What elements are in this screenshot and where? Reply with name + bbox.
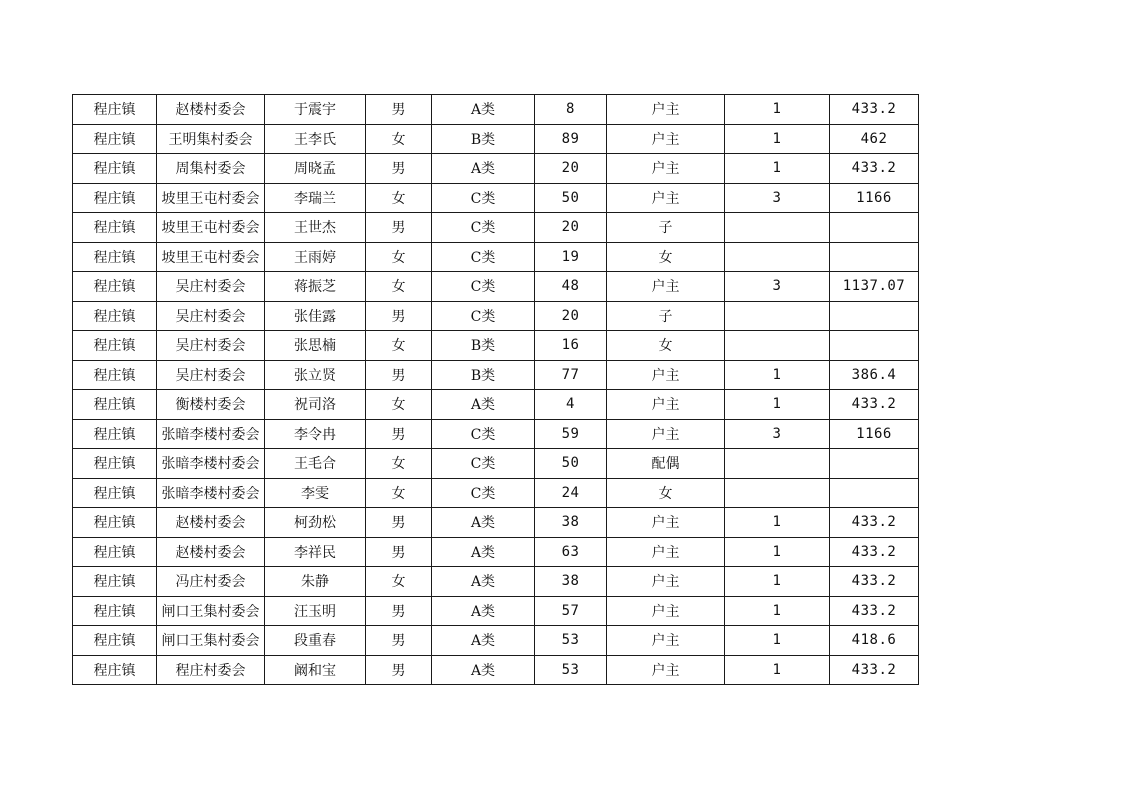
cell-gender: 女 <box>366 124 432 154</box>
cell-town: 程庄镇 <box>73 213 157 243</box>
cell-category: C类 <box>432 213 535 243</box>
cell-category: A类 <box>432 95 535 125</box>
cell-category: A类 <box>432 390 535 420</box>
cell-category: A类 <box>432 626 535 656</box>
cell-village: 张暗李楼村委会 <box>157 449 265 479</box>
table-row <box>73 508 919 538</box>
cell-town: 程庄镇 <box>73 567 157 597</box>
cell-age: 38 <box>535 567 607 597</box>
cell-gender: 男 <box>366 537 432 567</box>
cell-category: B类 <box>432 331 535 361</box>
cell-amount: 1166 <box>830 419 919 449</box>
cell-amount: 462 <box>830 124 919 154</box>
cell-amount: 433.2 <box>830 390 919 420</box>
cell-household-count: 1 <box>725 596 830 626</box>
cell-amount: 433.2 <box>830 508 919 538</box>
table-row <box>73 537 919 567</box>
cell-category: A类 <box>432 655 535 685</box>
cell-amount: 433.2 <box>830 567 919 597</box>
cell-category: C类 <box>432 242 535 272</box>
table-row <box>73 655 919 685</box>
cell-age: 50 <box>535 449 607 479</box>
cell-relation: 户主 <box>607 419 725 449</box>
cell-town: 程庄镇 <box>73 301 157 331</box>
cell-gender: 男 <box>366 626 432 656</box>
cell-town: 程庄镇 <box>73 508 157 538</box>
cell-town: 程庄镇 <box>73 626 157 656</box>
cell-relation: 户主 <box>607 360 725 390</box>
cell-village: 闸口王集村委会 <box>157 596 265 626</box>
table-row <box>73 626 919 656</box>
cell-age: 53 <box>535 655 607 685</box>
cell-name: 阚和宝 <box>265 655 366 685</box>
cell-gender: 男 <box>366 213 432 243</box>
cell-amount: 433.2 <box>830 537 919 567</box>
cell-household-count: 1 <box>725 154 830 184</box>
cell-name: 张佳露 <box>265 301 366 331</box>
cell-village: 周集村委会 <box>157 154 265 184</box>
cell-town: 程庄镇 <box>73 331 157 361</box>
cell-relation: 户主 <box>607 124 725 154</box>
cell-town: 程庄镇 <box>73 95 157 125</box>
cell-relation: 女 <box>607 242 725 272</box>
cell-household-count <box>725 213 830 243</box>
cell-village: 王明集村委会 <box>157 124 265 154</box>
table-row <box>73 124 919 154</box>
cell-gender: 男 <box>366 95 432 125</box>
cell-category: C类 <box>432 449 535 479</box>
cell-age: 20 <box>535 154 607 184</box>
cell-age: 4 <box>535 390 607 420</box>
table-row <box>73 390 919 420</box>
cell-household-count <box>725 449 830 479</box>
cell-amount <box>830 449 919 479</box>
cell-household-count: 1 <box>725 655 830 685</box>
cell-household-count: 1 <box>725 390 830 420</box>
cell-amount: 418.6 <box>830 626 919 656</box>
cell-town: 程庄镇 <box>73 596 157 626</box>
cell-household-count: 1 <box>725 537 830 567</box>
cell-name: 张思楠 <box>265 331 366 361</box>
cell-category: C类 <box>432 419 535 449</box>
cell-gender: 女 <box>366 478 432 508</box>
table-row <box>73 154 919 184</box>
cell-relation: 户主 <box>607 154 725 184</box>
cell-town: 程庄镇 <box>73 124 157 154</box>
cell-household-count <box>725 301 830 331</box>
cell-age: 8 <box>535 95 607 125</box>
cell-village: 赵楼村委会 <box>157 537 265 567</box>
cell-relation: 户主 <box>607 95 725 125</box>
cell-village: 闸口王集村委会 <box>157 626 265 656</box>
table-row <box>73 272 919 302</box>
cell-gender: 女 <box>366 449 432 479</box>
cell-gender: 男 <box>366 154 432 184</box>
cell-relation: 户主 <box>607 626 725 656</box>
cell-gender: 女 <box>366 567 432 597</box>
table-row <box>73 242 919 272</box>
cell-relation: 户主 <box>607 596 725 626</box>
cell-household-count: 3 <box>725 183 830 213</box>
cell-gender: 女 <box>366 242 432 272</box>
cell-age: 19 <box>535 242 607 272</box>
cell-age: 20 <box>535 301 607 331</box>
cell-age: 38 <box>535 508 607 538</box>
cell-household-count: 1 <box>725 95 830 125</box>
cell-town: 程庄镇 <box>73 154 157 184</box>
cell-amount <box>830 331 919 361</box>
cell-category: B类 <box>432 124 535 154</box>
cell-gender: 男 <box>366 655 432 685</box>
cell-amount: 433.2 <box>830 596 919 626</box>
cell-village: 吴庄村委会 <box>157 301 265 331</box>
cell-relation: 户主 <box>607 183 725 213</box>
cell-age: 24 <box>535 478 607 508</box>
cell-age: 89 <box>535 124 607 154</box>
cell-gender: 女 <box>366 331 432 361</box>
cell-household-count: 1 <box>725 626 830 656</box>
cell-town: 程庄镇 <box>73 537 157 567</box>
cell-relation: 户主 <box>607 537 725 567</box>
cell-relation: 户主 <box>607 508 725 538</box>
cell-name: 柯劲松 <box>265 508 366 538</box>
table-row <box>73 301 919 331</box>
cell-relation: 配偶 <box>607 449 725 479</box>
cell-town: 程庄镇 <box>73 390 157 420</box>
cell-household-count <box>725 331 830 361</box>
cell-gender: 男 <box>366 508 432 538</box>
cell-village: 坡里王屯村委会 <box>157 213 265 243</box>
cell-category: A类 <box>432 567 535 597</box>
table-row <box>73 419 919 449</box>
cell-age: 48 <box>535 272 607 302</box>
cell-village: 坡里王屯村委会 <box>157 242 265 272</box>
cell-name: 祝司洛 <box>265 390 366 420</box>
cell-name: 朱静 <box>265 567 366 597</box>
cell-village: 程庄村委会 <box>157 655 265 685</box>
table-row <box>73 213 919 243</box>
cell-amount: 433.2 <box>830 95 919 125</box>
table-row <box>73 95 919 125</box>
cell-relation: 户主 <box>607 390 725 420</box>
cell-village: 张暗李楼村委会 <box>157 419 265 449</box>
cell-category: A类 <box>432 537 535 567</box>
cell-name: 王李氏 <box>265 124 366 154</box>
cell-town: 程庄镇 <box>73 272 157 302</box>
cell-amount <box>830 478 919 508</box>
cell-amount <box>830 301 919 331</box>
cell-village: 冯庄村委会 <box>157 567 265 597</box>
cell-town: 程庄镇 <box>73 419 157 449</box>
cell-name: 王雨婷 <box>265 242 366 272</box>
cell-category: B类 <box>432 360 535 390</box>
cell-gender: 男 <box>366 419 432 449</box>
cell-household-count: 3 <box>725 272 830 302</box>
table-body <box>73 95 919 685</box>
cell-age: 63 <box>535 537 607 567</box>
cell-relation: 子 <box>607 301 725 331</box>
cell-village: 坡里王屯村委会 <box>157 183 265 213</box>
table-row <box>73 360 919 390</box>
cell-village: 赵楼村委会 <box>157 508 265 538</box>
cell-amount: 386.4 <box>830 360 919 390</box>
cell-relation: 户主 <box>607 655 725 685</box>
cell-age: 57 <box>535 596 607 626</box>
cell-amount <box>830 242 919 272</box>
cell-household-count: 1 <box>725 124 830 154</box>
cell-gender: 女 <box>366 390 432 420</box>
cell-category: A类 <box>432 596 535 626</box>
cell-town: 程庄镇 <box>73 478 157 508</box>
cell-town: 程庄镇 <box>73 655 157 685</box>
cell-relation: 女 <box>607 331 725 361</box>
cell-name: 王世杰 <box>265 213 366 243</box>
cell-amount: 433.2 <box>830 655 919 685</box>
cell-name: 周晓孟 <box>265 154 366 184</box>
cell-household-count <box>725 242 830 272</box>
cell-gender: 女 <box>366 272 432 302</box>
cell-age: 77 <box>535 360 607 390</box>
cell-household-count <box>725 478 830 508</box>
cell-town: 程庄镇 <box>73 449 157 479</box>
data-table <box>72 94 919 685</box>
table-row <box>73 567 919 597</box>
cell-household-count: 1 <box>725 508 830 538</box>
cell-category: C类 <box>432 301 535 331</box>
table-row <box>73 331 919 361</box>
table-row <box>73 478 919 508</box>
cell-name: 李雯 <box>265 478 366 508</box>
cell-category: C类 <box>432 272 535 302</box>
cell-household-count: 1 <box>725 567 830 597</box>
cell-village: 吴庄村委会 <box>157 360 265 390</box>
cell-village: 吴庄村委会 <box>157 331 265 361</box>
cell-name: 李令冉 <box>265 419 366 449</box>
cell-town: 程庄镇 <box>73 242 157 272</box>
cell-village: 赵楼村委会 <box>157 95 265 125</box>
cell-village: 张暗李楼村委会 <box>157 478 265 508</box>
cell-village: 吴庄村委会 <box>157 272 265 302</box>
cell-age: 16 <box>535 331 607 361</box>
cell-town: 程庄镇 <box>73 183 157 213</box>
cell-amount: 1137.07 <box>830 272 919 302</box>
cell-category: A类 <box>432 154 535 184</box>
cell-relation: 女 <box>607 478 725 508</box>
cell-name: 于震宇 <box>265 95 366 125</box>
cell-household-count: 3 <box>725 419 830 449</box>
cell-village: 衡楼村委会 <box>157 390 265 420</box>
cell-amount <box>830 213 919 243</box>
cell-name: 汪玉明 <box>265 596 366 626</box>
cell-gender: 男 <box>366 596 432 626</box>
cell-amount: 433.2 <box>830 154 919 184</box>
table-row <box>73 596 919 626</box>
cell-age: 20 <box>535 213 607 243</box>
cell-gender: 男 <box>366 360 432 390</box>
cell-town: 程庄镇 <box>73 360 157 390</box>
cell-name: 李瑞兰 <box>265 183 366 213</box>
cell-age: 59 <box>535 419 607 449</box>
cell-category: A类 <box>432 508 535 538</box>
cell-name: 张立贤 <box>265 360 366 390</box>
cell-name: 蒋振芝 <box>265 272 366 302</box>
cell-name: 王毛合 <box>265 449 366 479</box>
cell-category: C类 <box>432 478 535 508</box>
cell-relation: 户主 <box>607 567 725 597</box>
cell-age: 53 <box>535 626 607 656</box>
cell-age: 50 <box>535 183 607 213</box>
cell-gender: 男 <box>366 301 432 331</box>
cell-gender: 女 <box>366 183 432 213</box>
cell-name: 李祥民 <box>265 537 366 567</box>
table-row <box>73 449 919 479</box>
cell-category: C类 <box>432 183 535 213</box>
cell-household-count: 1 <box>725 360 830 390</box>
cell-relation: 户主 <box>607 272 725 302</box>
cell-amount: 1166 <box>830 183 919 213</box>
cell-name: 段重春 <box>265 626 366 656</box>
cell-relation: 子 <box>607 213 725 243</box>
table-row <box>73 183 919 213</box>
